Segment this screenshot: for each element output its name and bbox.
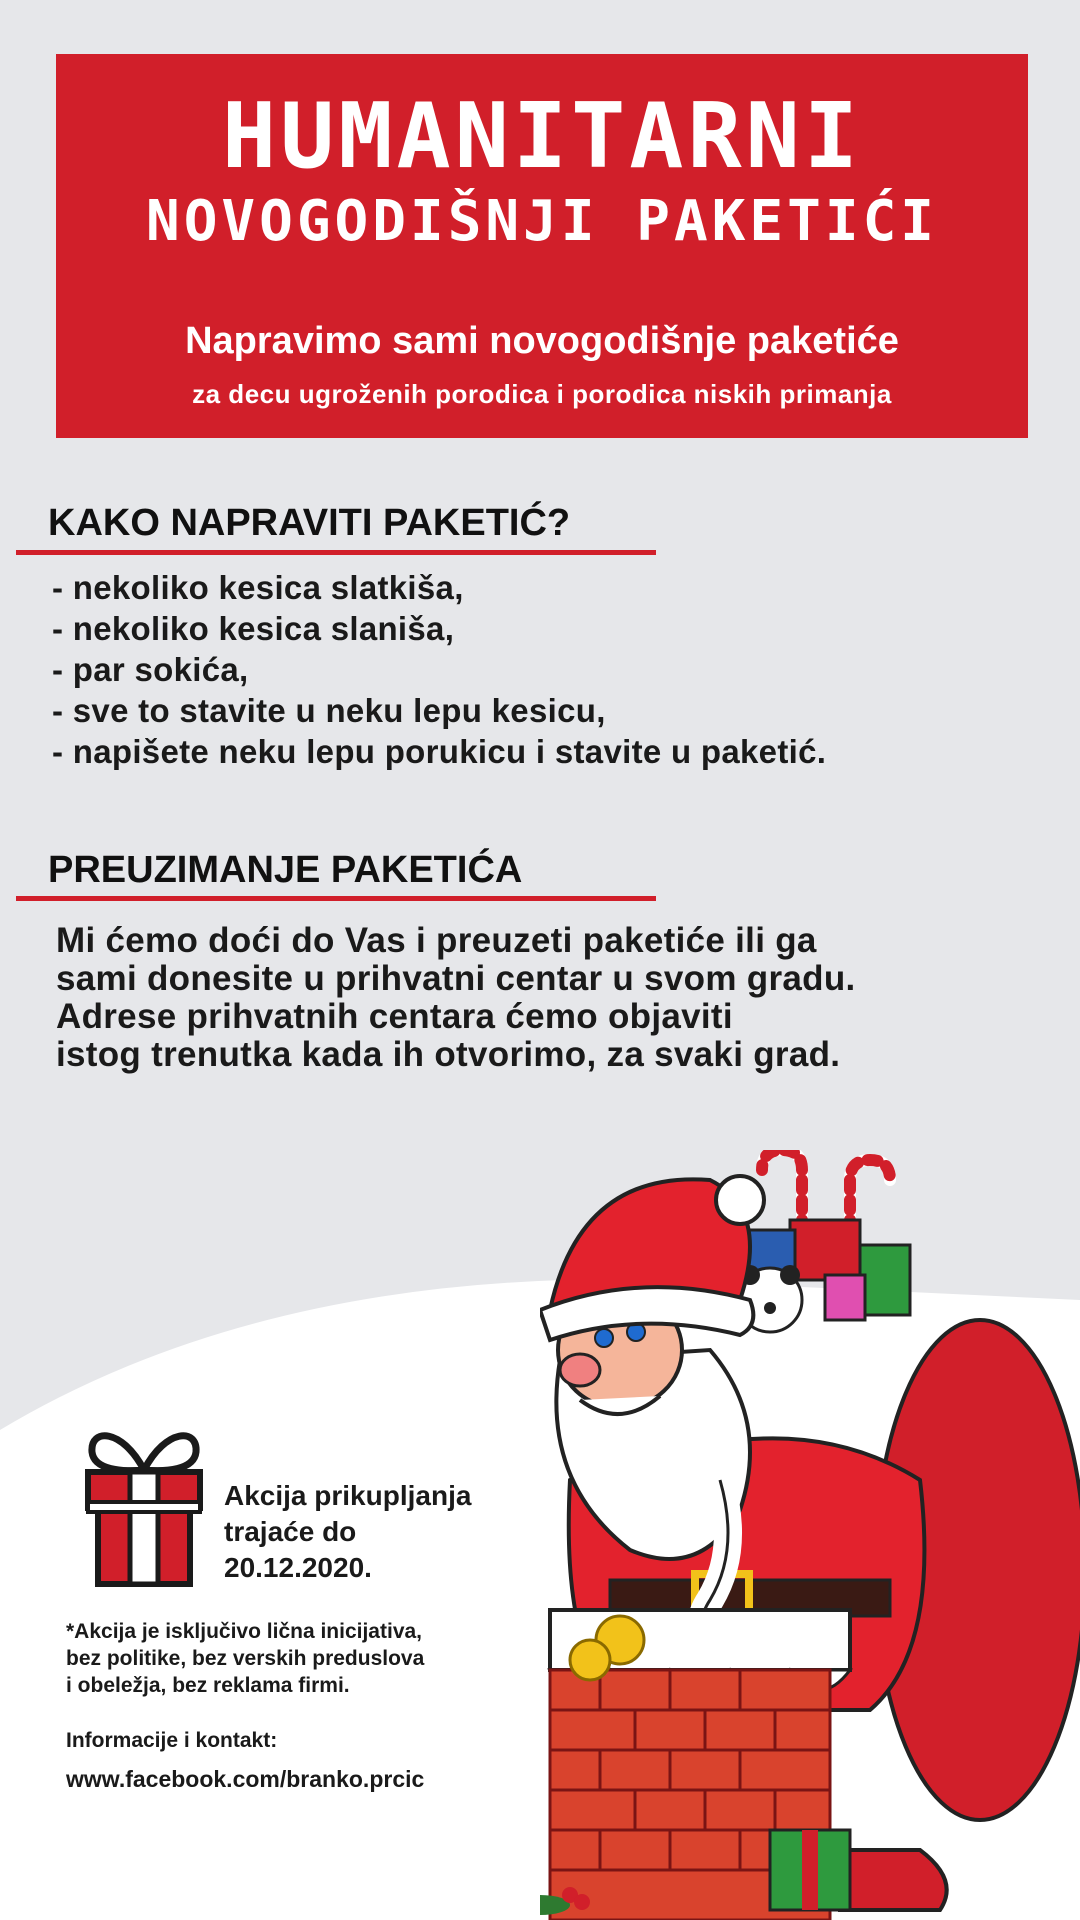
- contact-url[interactable]: www.facebook.com/branko.prcic: [66, 1766, 425, 1792]
- list-item: - nekoliko kesica slaniša,: [52, 610, 455, 647]
- pickup-line: istog trenutka kada ih otvorimo, za svaki grad.: [56, 1035, 841, 1074]
- santa-chimney-illustration: [540, 1150, 1080, 1920]
- list-item: - nekoliko kesica slatkiša,: [52, 569, 464, 606]
- list-item: - par sokića,: [52, 651, 249, 688]
- disclaimer-line: bez politike, bez verskih preduslova: [66, 1647, 425, 1670]
- pickup-heading: PREUZIMANJE PAKETIĆA: [48, 849, 523, 891]
- gift-icon: [82, 1418, 206, 1590]
- how-to-list: [52, 567, 826, 772]
- banner-subtitle-secondary: za decu ugroženih porodica i porodica niskih primanja: [192, 379, 892, 409]
- pickup-paragraph: [56, 922, 856, 1074]
- campaign-duration: [224, 1478, 471, 1586]
- banner-subtitle: Napravimo sami novogodišnje paketiće: [185, 320, 899, 362]
- banner-title-line2: NOVOGODIŠNJI PAKETIĆI: [145, 189, 938, 254]
- list-item: - napišete neku lepu porukicu i stavite u paketić.: [52, 733, 827, 770]
- banner-title-line1: HUMANITARNI: [221, 84, 863, 189]
- pickup-line: sami donesite u prihvatni centar u svom gradu.: [56, 959, 856, 998]
- pickup-line: Mi ćemo doći do Vas i preuzeti paketiće ili ga: [56, 921, 817, 960]
- pickup-underline: [16, 896, 656, 901]
- campaign-line: Akcija prikupljanja: [224, 1480, 472, 1511]
- list-item: - sve to stavite u neku lepu kesicu,: [52, 692, 606, 729]
- how-to-underline: [16, 550, 656, 555]
- how-to-heading: KAKO NAPRAVITI PAKETIĆ?: [48, 502, 571, 544]
- disclaimer-line: *Akcija je isključivo lična inicijativa,: [66, 1620, 423, 1643]
- campaign-line: trajaće do: [224, 1516, 357, 1547]
- contact-label: Informacije i kontakt:: [66, 1729, 278, 1752]
- campaign-date: 20.12.2020.: [224, 1552, 372, 1583]
- disclaimer: [66, 1618, 424, 1699]
- title-banner: [56, 54, 1028, 438]
- pickup-line: Adrese prihvatnih centara ćemo objaviti: [56, 997, 733, 1036]
- disclaimer-line: i obeležja, bez reklama firmi.: [66, 1674, 350, 1697]
